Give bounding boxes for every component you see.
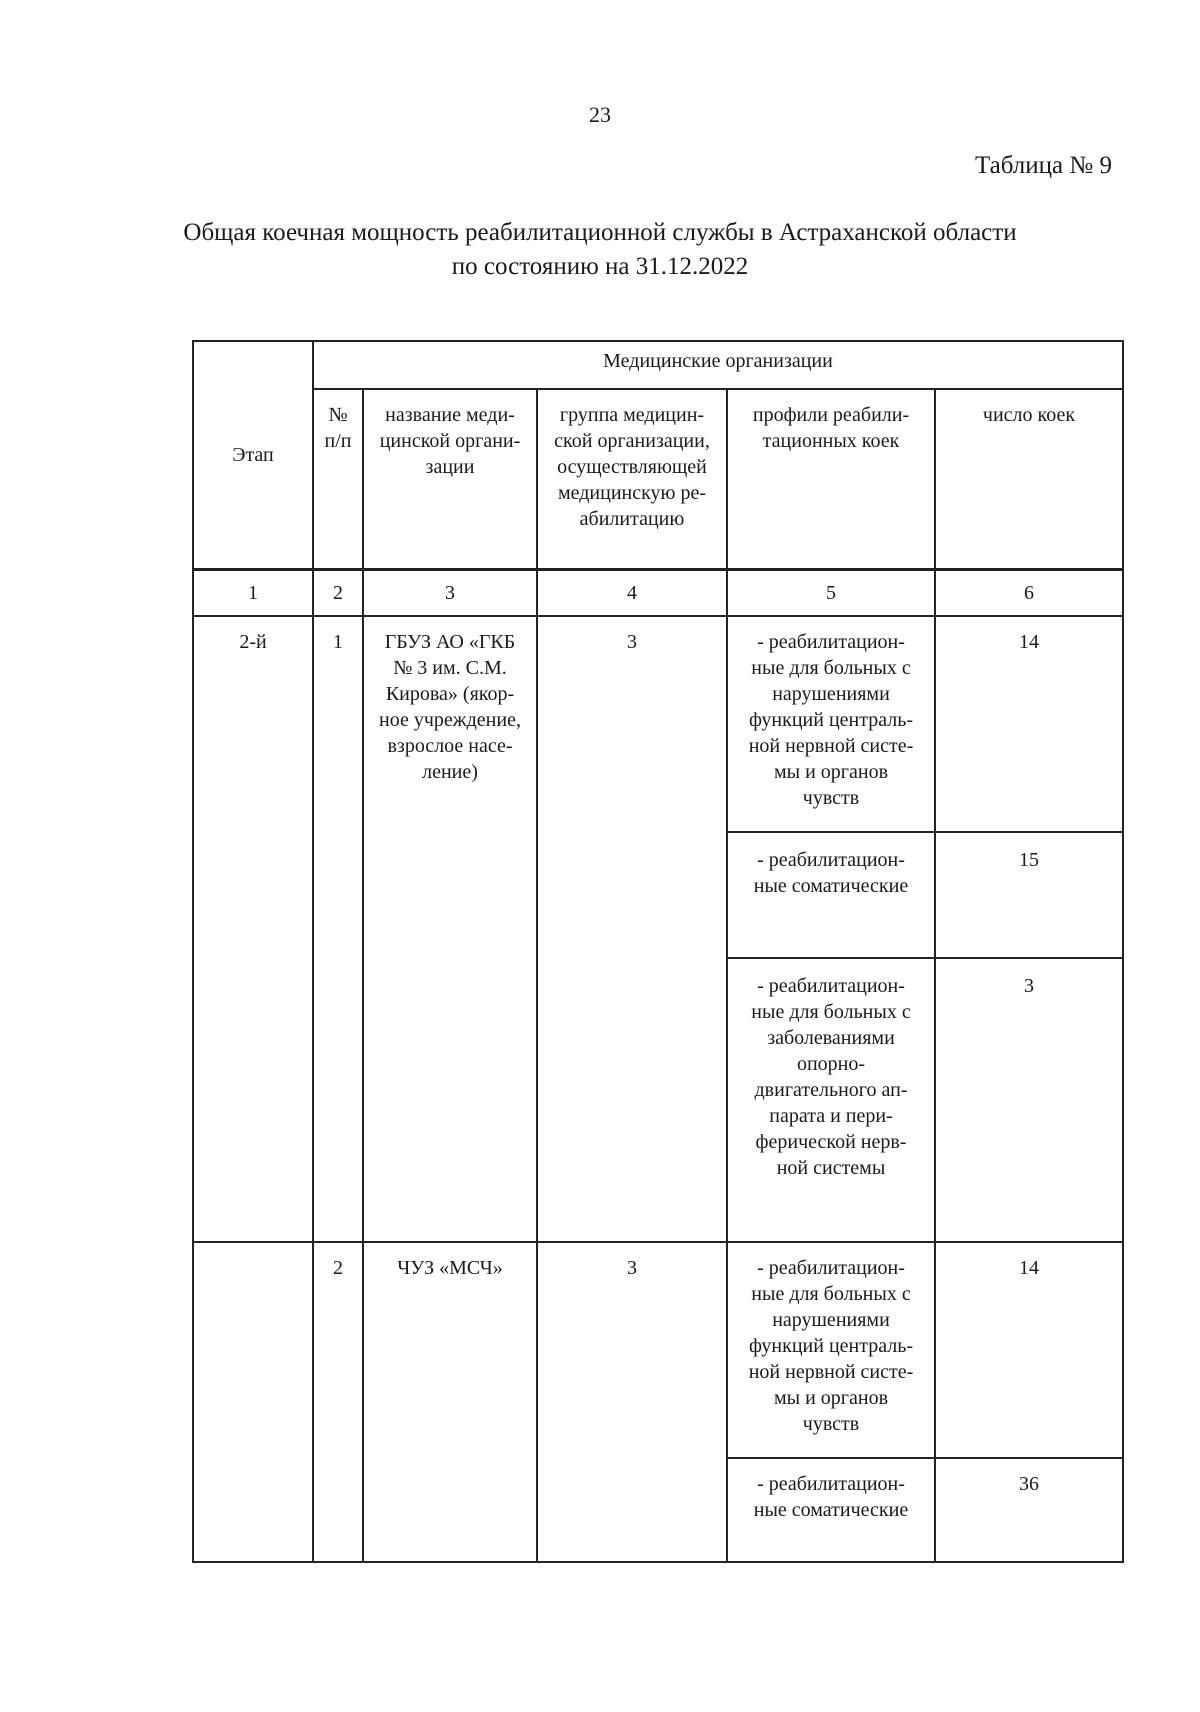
org-group-cell: 3 [537, 1242, 727, 1562]
profile-cell: - реабилитацион- ные для больных с нарушениями функций централь- ной нервной систе- мы и органов чувств [727, 616, 935, 832]
bed-capacity-table [192, 340, 1124, 1563]
header-org-group: группа медицин- ской организации, осуществляющей медицинскую ре- абилитацию [537, 389, 727, 570]
column-number: 5 [727, 570, 935, 617]
column-number: 1 [193, 570, 313, 617]
stage-cell [193, 1242, 313, 1562]
profile-cell: - реабилитацион- ные для больных с заболеваниями опорно- двигательного ап- парата и пери- ферической нерв- ной системы [727, 958, 935, 1242]
profile-cell: - реабилитацион- ные соматические [727, 832, 935, 958]
profile-cell: - реабилитацион- ные для больных с нарушениями функций централь- ной нервной систе- мы и органов чувств [727, 1242, 935, 1458]
title-line-2: по состоянию на 31.12.2022 [451, 253, 749, 280]
column-number: 3 [363, 570, 537, 617]
row-number-cell: 1 [313, 616, 363, 1242]
profile-cell: - реабилитацион- ные соматические [727, 1458, 935, 1562]
beds-cell: 36 [935, 1458, 1123, 1562]
header-number: № п/п [313, 389, 363, 570]
column-number: 4 [537, 570, 727, 617]
stage-cell: 2-й [193, 616, 313, 1242]
row-number-cell: 2 [313, 1242, 363, 1562]
title-line-1: Общая коечная мощность реабилитационной службы в Астраханской области [183, 219, 1017, 246]
document-title [0, 216, 1200, 284]
table-label: Таблица № 9 [974, 152, 1112, 179]
header-beds: число коек [935, 389, 1123, 570]
beds-cell: 3 [935, 958, 1123, 1242]
header-row-2 [193, 389, 1123, 570]
org-name-cell: ГБУЗ АО «ГКБ № 3 им. С.М. Кирова» (якор- ное учреждение, взрослое насе- ление) [363, 616, 537, 1242]
header-stage: Этап [193, 341, 313, 570]
table-row [193, 616, 1123, 832]
page-number: 23 [589, 102, 611, 127]
beds-cell: 14 [935, 1242, 1123, 1458]
org-name-cell: ЧУЗ «МСЧ» [363, 1242, 537, 1562]
column-number: 6 [935, 570, 1123, 617]
column-number: 2 [313, 570, 363, 617]
header-profiles: профили реабили- тационных коек [727, 389, 935, 570]
column-number-row [193, 570, 1123, 617]
beds-cell: 15 [935, 832, 1123, 958]
header-medical-organizations: Медицинские организации [313, 341, 1123, 389]
header-org-name: название меди- цинской органи- зации [363, 389, 537, 570]
org-group-cell: 3 [537, 616, 727, 1242]
header-row-1 [193, 341, 1123, 389]
beds-cell: 14 [935, 616, 1123, 832]
table-row [193, 1242, 1123, 1458]
